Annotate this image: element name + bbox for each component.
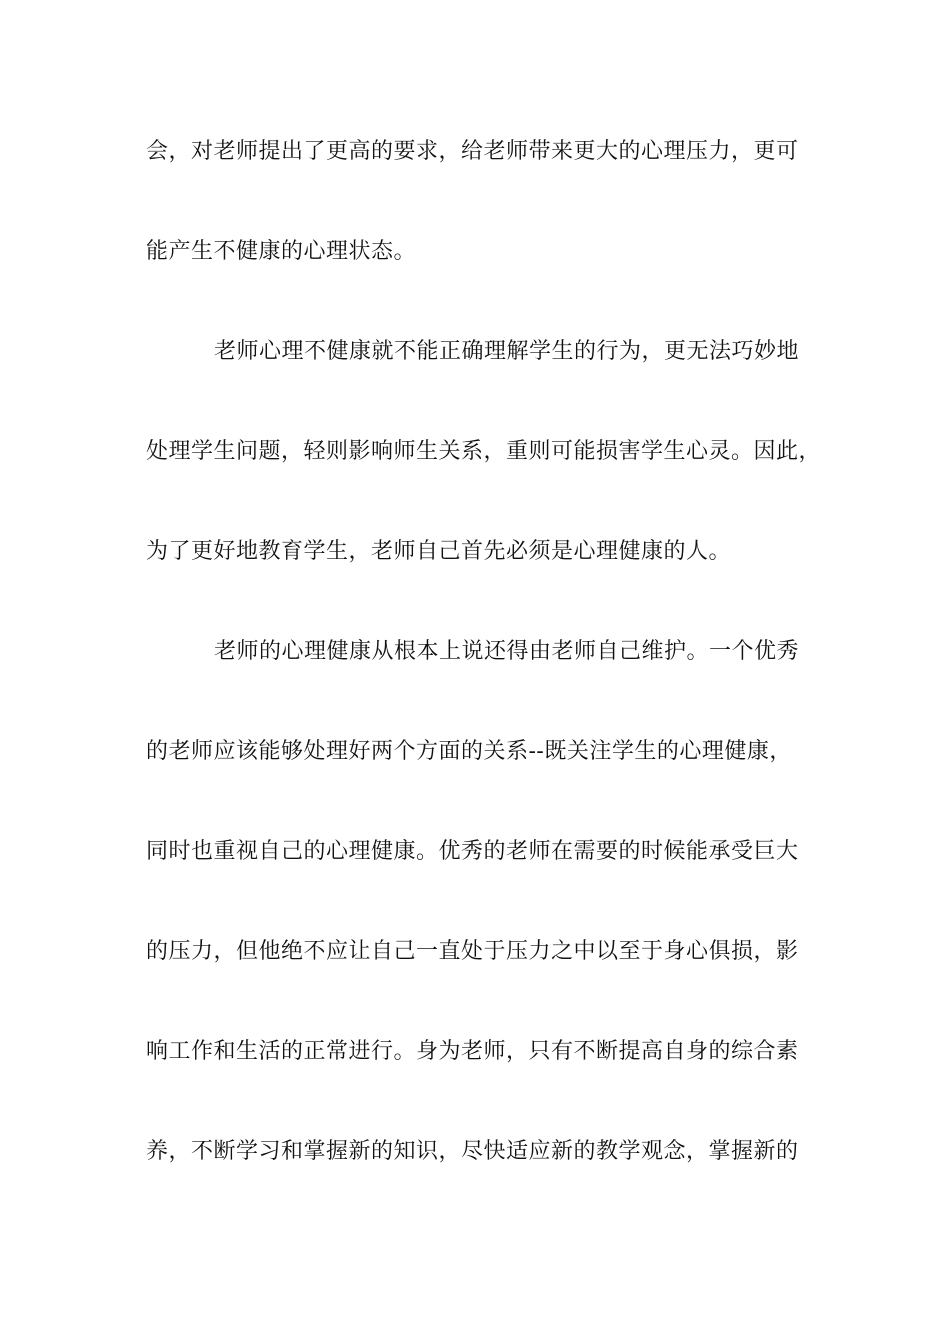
text-line-11: 养，不断学习和掌握新的知识，尽快适应新的教学观念，掌握新的 <box>146 1139 799 1164</box>
text-line-8: 同时也重视自己的心理健康。优秀的老师在需要的时候能承受巨大 <box>146 839 799 864</box>
text-line-5: 为了更好地教育学生，老师自己首先必须是心理健康的人。 <box>146 539 732 564</box>
text-line-7: 的老师应该能够处理好两个方面的关系--既关注学生的心理健康， <box>146 739 792 764</box>
paragraph-3-first-line: 老师的心理健康从根本上说还得由老师自己维护。一个优秀 <box>214 639 800 664</box>
text-line-4: 处理学生问题，轻则影响师生关系，重则可能损害学生心灵。因此， <box>146 439 822 464</box>
text-line-2: 能产生不健康的心理状态。 <box>146 239 417 264</box>
text-line-1: 会，对老师提出了更高的要求，给老师带来更大的心理压力，更可 <box>146 139 799 164</box>
paragraph-2-first-line: 老师心理不健康就不能正确理解学生的行为，更无法巧妙地 <box>214 339 800 364</box>
text-line-9: 的压力，但他绝不应让自己一直处于压力之中以至于身心俱损，影 <box>146 939 799 964</box>
text-line-10: 响工作和生活的正常进行。身为老师，只有不断提高自身的综合素 <box>146 1039 799 1064</box>
